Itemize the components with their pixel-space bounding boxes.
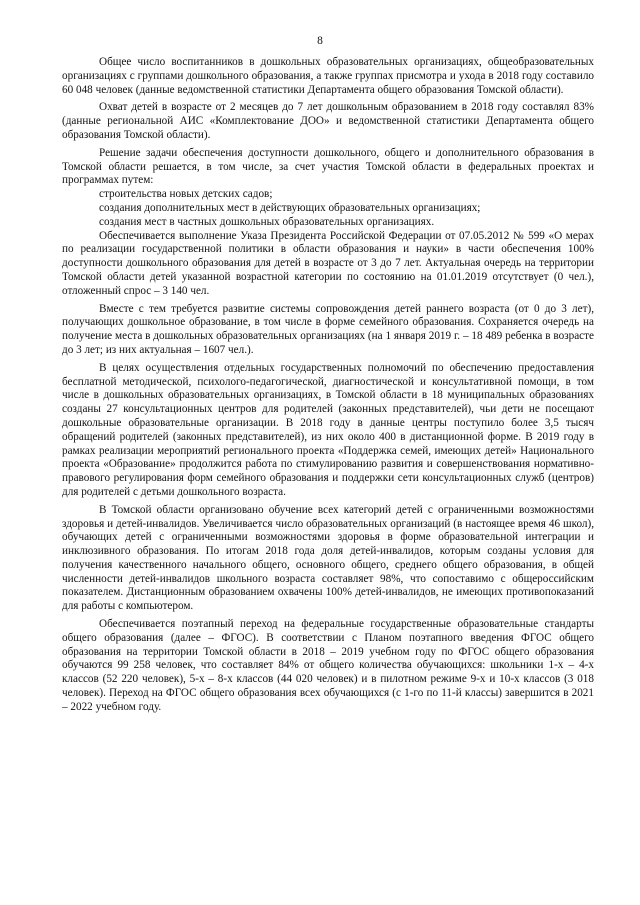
page-body [62,56,594,719]
list-item: создания дополнительных мест в действующих образовательных организациях; [99,201,481,214]
list-item: создания мест в частных дошкольных образовательных организациях. [99,215,435,228]
measures-list [62,188,594,229]
paragraph: Обеспечивается выполнение Указа Президента Российской Федерации от 07.05.2012 № 599 «О мерах по реализации государственной политики в области образования и науки» в части обеспечения 100% доступности дошкольного образования для детей в возрасте от 3 до 7 лет. Актуальная очередь на территории Томской области детей указанной возрастной категории по состоянию на 01.01.2019 отсутствует (0 чел.), отложенный спрос – 3 140 чел. [62,229,594,297]
paragraph: Вместе с тем требуется развитие системы сопровождения детей раннего возраста (от 0 до 3 лет), получающих дошкольное образование, в том числе в форме семейного образования. Сохраняется очередь на получение места в дошкольных образовательных организациях (на 1 января 2019 г. – 18 489 ребенка в возрасте до 3 лет; из них актуальная – 1607 чел.). [62,302,594,356]
paragraph: В целях осуществления отдельных государственных полномочий по обеспечению предоставления бесплатной методической, психолого-педагогической, диагностической и консультативной помощи, в том числе в дошкольных образовательных организациях, в Томской области в 18 муниципальных образованиях созданы 27 консультационных центров для родителей (законных представителей), чьи дети не посещают дошкольные образовательные организации. В 2018 году в данные центры поступило более 3,5 тысяч обращений родителей (законных представителей), из них около 400 в дистанционной форме. В 2019 году в рамках реализации мероприятий регионального проекта «Поддержка семей, имеющих детей» Национального проекта «Образование» продолжится работа по стимулированию развития и совершенствования нормативно-правового регулирования форм семейного образования и поддержки сети консультационных служб (центров) для родителей с детьми дошкольного возраста. [62,361,594,498]
paragraph: Решение задачи обеспечения доступности дошкольного, общего и дополнительного образования в Томской области решается, в том числе, за счет участия Томской области в федеральных проектах и программах путем: [62,146,594,187]
page-number: 8 [317,35,323,47]
paragraph: Охват детей в возрасте от 2 месяцев до 7 лет дошкольным образованием в 2018 году составлял 83% (данные региональной АИС «Комплектование ДОО» и ведомственной статистики Департамента общего образования Томской области). [62,101,594,141]
paragraph: В Томской области организовано обучение всех категорий детей с ограниченными возможностями здоровья и детей-инвалидов. Увеличивается число образовательных организаций (в настоящее время 46 школ), обучающих детей с ограниченными возможностями здоровья в форме образовательной интеграции и инклюзивного образования. По итогам 2018 года доля детей-инвалидов, которым созданы условия для получения качественного начального общего, основного общего, среднего общего образования, в общей численности детей-инвалидов школьного возраста составляет 98%, что сопоставимо с общероссийским показателем. Дистанционным образованием охвачены 100% детей-инвалидов, не имеющих противопоказаний для работы с компьютером. [62,503,594,613]
paragraph: Обеспечивается поэтапный переход на федеральные государственные образовательные стандарты общего образования (далее – ФГОС). В соответствии с Планом поэтапного введения ФГОС общего образования на территории Томской области в 2018 – 2019 учебном году по ФГОС общего образования обучаются 99 258 человек, что составляет 84% от общего количества обучающихся: школьники 1-х – 4-х классов (52 220 человек), 5-х – 8-х классов (44 020 человек) и в пилотном режиме 9-х и 10-х классов (3 018 человек). Переход на ФГОС общего образования всех обучающихся (с 1-го по 11-й классы) завершится в 2021 – 2022 учебном году. [62,618,594,713]
paragraph: Общее число воспитанников в дошкольных образовательных организациях, общеобразовательных организациях с группами дошкольного образования, а также группах присмотра и ухода в 2018 году составило 60 048 человек (данные ведомственной статистики Департамента общего образования Томской области). [62,56,594,96]
list-item: строительства новых детских садов; [99,188,273,201]
